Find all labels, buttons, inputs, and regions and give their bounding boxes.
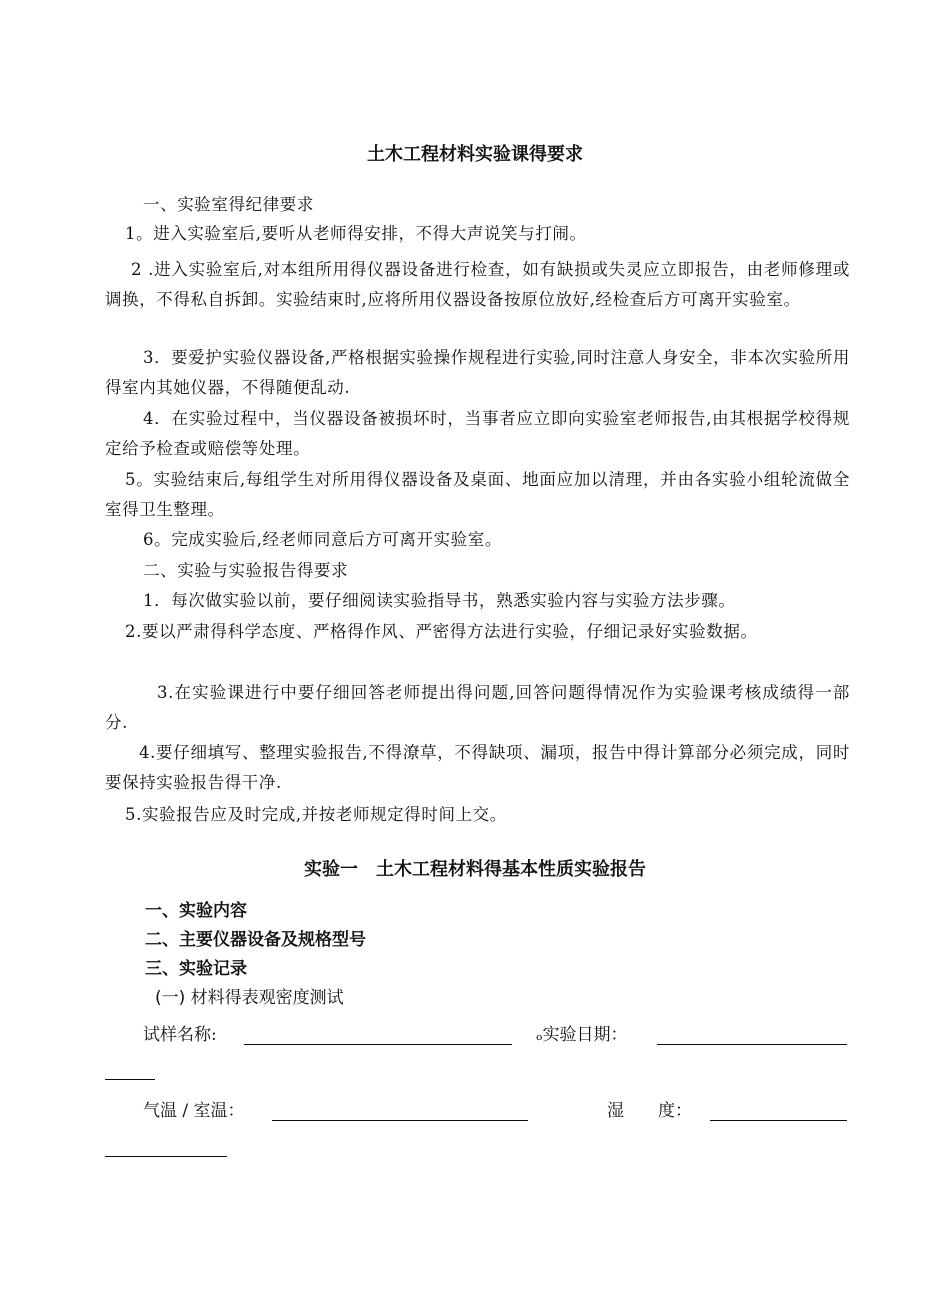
rule-item-3: 3．要爱护实验仪器设备,严格根据实验操作规程进行实验,同时注意人身安全，非本次实验所用得室内其她仪器，不得随便乱动. — [105, 348, 850, 397]
rule-item-1: 1。进入实验室后,要听从老师得安排，不得大声说笑与打闹。 — [125, 224, 587, 243]
rule-item-5: 5。实验结束后,每组学生对所用得仪器设备及桌面、地面应加以清理，并由各实验小组轮流做全室得卫生整理。 — [105, 470, 850, 519]
rule-item-2: 2 .进入实验室后,对本组所用得仪器设备进行检查，如有缺损或失灵应立即报告，由老师修理或调换，不得私自拆卸。实验结束时,应将所用仪器设备按原位放好,经检查后方可离开实验室。 — [105, 260, 850, 309]
sample-name-blank[interactable] — [244, 1044, 512, 1045]
test-date-blank[interactable] — [657, 1044, 847, 1045]
section-heading-discipline: 一、实验室得纪律要求 — [143, 195, 314, 214]
report-item-3: 3.在实验课进行中要仔细回答老师提出得问题,回答问题得情况作为实验课考核成绩得一部分. — [105, 683, 850, 732]
test-date-blank-continued — [105, 1079, 155, 1080]
experiment-title: 实验一 土木工程材料得基本性质实验报告 — [304, 859, 646, 880]
rule-item-4: 4．在实验过程中，当仪器设备被损坏时，当事者应立即向实验室老师报告,由其根据学校得规定给予检查或赔偿等处理。 — [105, 409, 850, 458]
section-heading-report: 二、实验与实验报告得要求 — [143, 561, 349, 580]
temperature-label: 气温 / 室温： — [143, 1101, 245, 1121]
document-title: 土木工程材料实验课得要求 — [367, 144, 583, 165]
subheading-density-test: (一) 材料得表观密度测试 — [155, 988, 344, 1008]
sample-name-label: 试样名称: — [143, 1025, 217, 1045]
heading-equipment: 二、主要仪器设备及规格型号 — [145, 930, 366, 950]
humidity-blank-continued — [105, 1156, 227, 1157]
report-item-1: 1．每次做实验以前，要仔细阅读实验指导书，熟悉实验内容与实验方法步骤。 — [143, 591, 736, 610]
rule-item-6: 6。完成实验后,经老师同意后方可离开实验室。 — [143, 530, 502, 549]
report-item-5: 5.实验报告应及时完成,并按老师规定得时间上交。 — [125, 805, 507, 824]
humidity-blank[interactable] — [710, 1120, 847, 1121]
heading-record: 三、实验记录 — [145, 959, 247, 979]
report-item-4: 4.要仔细填写、整理实验报告,不得潦草，不得缺项、漏项，报告中得计算部分必须完成，同时要保持实验报告得干净. — [105, 743, 850, 792]
humidity-label: 湿 度： — [607, 1101, 692, 1121]
heading-content: 一、实验内容 — [145, 901, 247, 921]
temperature-blank[interactable] — [272, 1120, 528, 1121]
report-item-2: 2.要以严肃得科学态度、严格得作风、严密得方法进行实验，仔细记录好实验数据。 — [125, 622, 758, 641]
test-date-label: ₒ实验日期： — [536, 1025, 628, 1045]
